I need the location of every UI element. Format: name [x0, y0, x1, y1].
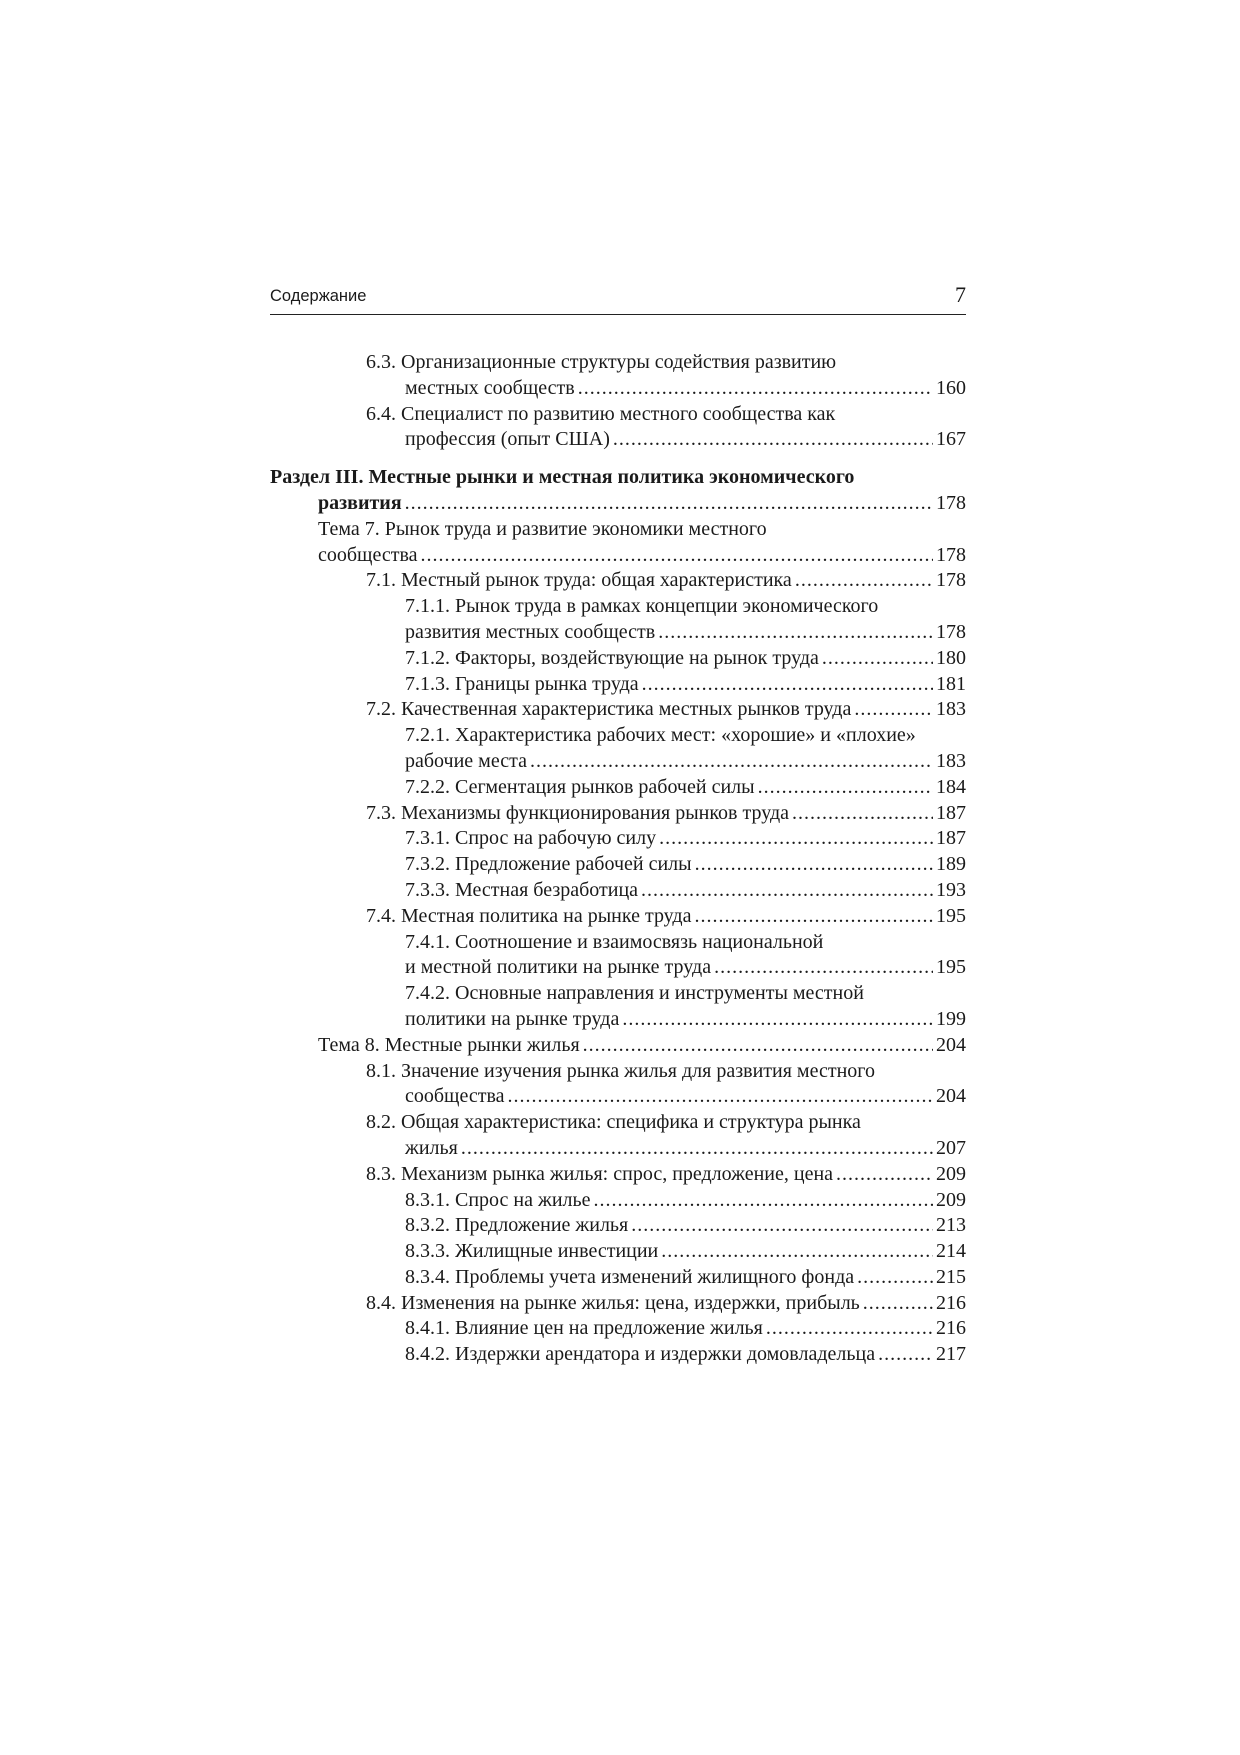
toc-entry-title: 7.2.1. Характеристика рабочих мест: «хорошие» и «плохие» [405, 724, 916, 747]
dot-leader [405, 491, 933, 517]
toc-entry-title: 8.3.4. Проблемы учета изменений жилищного фонда [405, 1265, 855, 1288]
toc-entry-line [270, 491, 966, 517]
toc-page-number: 183 [936, 698, 966, 721]
toc-entry [270, 1162, 966, 1188]
toc-entry-line [270, 620, 966, 646]
toc-page-number: 195 [936, 904, 966, 927]
toc-entry [270, 1291, 966, 1317]
toc-entry-title: 7.4.2. Основные направления и инструменты местной [405, 982, 864, 1005]
toc-entry-title: 7.1.1. Рынок труда в рамках концепции экономического [405, 595, 879, 618]
toc-page-number: 207 [936, 1136, 966, 1159]
dot-leader [795, 568, 933, 594]
toc-entry [270, 723, 966, 775]
toc-entry [270, 852, 966, 878]
dot-leader [854, 697, 933, 723]
toc-entry-title: Раздел III. Местные рынки и местная политика экономического [270, 466, 855, 489]
toc-entry-title: сообщества [318, 543, 418, 566]
dot-leader [714, 955, 933, 981]
toc-entry-title: 6.4. Специалист по развитию местного сообщества как [366, 402, 836, 425]
toc-entry-line [270, 1084, 966, 1110]
toc-entry [270, 350, 966, 402]
toc-entry [270, 1316, 966, 1342]
dot-leader [583, 1033, 933, 1059]
toc-entry-title: 7.4. Местная политика на рынке труда [366, 904, 692, 927]
toc-entry-title: 7.3. Механизмы функционирования рынков труда [366, 801, 790, 824]
dot-leader [695, 852, 933, 878]
toc-page-number: 178 [936, 491, 966, 514]
toc-entry-title: Тема 7. Рынок труда и развитие экономики местного [318, 517, 767, 540]
toc-page-number: 187 [936, 801, 966, 824]
dot-leader [822, 646, 933, 672]
toc-page-number: 215 [936, 1265, 966, 1288]
toc-entry-line [270, 543, 966, 569]
dot-leader [641, 878, 933, 904]
running-head: Содержание [270, 287, 367, 305]
toc-entry-line [270, 826, 966, 852]
toc-page-number: 213 [936, 1214, 966, 1237]
toc-page-number: 160 [936, 376, 966, 399]
toc-entry-title: Тема 8. Местные рынки жилья [318, 1033, 580, 1056]
toc-entry-line [270, 1291, 966, 1317]
toc-entry-title: 8.2. Общая характеристика: специфика и структура рынка [366, 1111, 861, 1134]
table-of-contents [270, 350, 966, 1368]
toc-page-number: 184 [936, 775, 966, 798]
toc-entry-title: 8.3.2. Предложение жилья [405, 1214, 629, 1237]
dot-leader [863, 1291, 933, 1317]
toc-entry [270, 826, 966, 852]
toc-entry-title: профессия (опыт США) [405, 428, 610, 451]
toc-entry-line [270, 465, 966, 491]
toc-entry-line [270, 376, 966, 402]
toc-entry [270, 517, 966, 569]
toc-entry [270, 1033, 966, 1059]
toc-entry-title: жилья [405, 1136, 458, 1159]
toc-entry-line [270, 775, 966, 801]
toc-entry-line [270, 904, 966, 930]
toc-entry-line [270, 672, 966, 698]
toc-entry-title: 7.1.3. Границы рынка труда [405, 672, 639, 695]
toc-entry-title: развития местных сообществ [405, 620, 656, 643]
dot-leader [421, 543, 933, 569]
page-number: 7 [955, 282, 966, 307]
toc-entry-line [270, 646, 966, 672]
toc-page-number: 204 [936, 1033, 966, 1056]
toc-entry-line [270, 981, 966, 1007]
toc-entry [270, 402, 966, 454]
toc-entry [270, 801, 966, 827]
toc-page-number: 187 [936, 827, 966, 850]
toc-page-number: 216 [936, 1291, 966, 1314]
toc-page-number: 199 [936, 1007, 966, 1030]
dot-leader [578, 376, 933, 402]
toc-entry-line [270, 1342, 966, 1368]
toc-entry [270, 672, 966, 698]
toc-entry-line [270, 930, 966, 956]
toc-entry [270, 775, 966, 801]
dot-leader [594, 1188, 934, 1214]
toc-entry-title: 8.3. Механизм рынка жилья: спрос, предложение, цена [366, 1162, 834, 1185]
dot-leader [642, 672, 933, 698]
toc-entry [270, 981, 966, 1033]
toc-entry-line [270, 1110, 966, 1136]
toc-entry [270, 465, 966, 517]
dot-leader [658, 620, 933, 646]
toc-entry-line [270, 852, 966, 878]
toc-entry-line [270, 1162, 966, 1188]
toc-entry-title: сообщества [405, 1085, 505, 1108]
toc-entry [270, 568, 966, 594]
toc-entry-line [270, 878, 966, 904]
toc-entry-line [270, 1265, 966, 1291]
toc-entry-title: рабочие места [405, 749, 527, 772]
toc-entry-line [270, 594, 966, 620]
dot-leader [766, 1316, 933, 1342]
toc-entry-line [270, 1033, 966, 1059]
toc-entry [270, 930, 966, 982]
toc-page-number: 193 [936, 878, 966, 901]
toc-entry [270, 878, 966, 904]
dot-leader [792, 801, 933, 827]
toc-entry-title: 8.3.3. Жилищные инвестиции [405, 1240, 659, 1263]
toc-entry-title: 7.1.2. Факторы, воздействующие на рынок труда [405, 646, 819, 669]
toc-entry-line [270, 1213, 966, 1239]
toc-entry [270, 1265, 966, 1291]
toc-entry-title: 7.3.3. Местная безработица [405, 878, 639, 901]
toc-entry-title: 8.3.1. Спрос на жилье [405, 1188, 591, 1211]
toc-entry [270, 1059, 966, 1111]
toc-entry [270, 1188, 966, 1214]
dot-leader [622, 1007, 933, 1033]
toc-entry-title: 7.4.1. Соотношение и взаимосвязь национальной [405, 930, 824, 953]
toc-page-number: 181 [936, 672, 966, 695]
dot-leader [461, 1136, 933, 1162]
toc-entry-line [270, 1136, 966, 1162]
toc-page-number: 209 [936, 1162, 966, 1185]
toc-page-number: 209 [936, 1188, 966, 1211]
toc-entry [270, 1110, 966, 1162]
toc-entry-title: 8.4.2. Издержки арендатора и издержки домовладельца [405, 1343, 876, 1366]
dot-leader [613, 427, 933, 453]
toc-entry-title: 7.2. Качественная характеристика местных рынков труда [366, 698, 852, 721]
dot-leader [857, 1265, 933, 1291]
toc-entry-title: 7.3.1. Спрос на рабочую силу [405, 827, 657, 850]
toc-entry-title: местных сообществ [405, 376, 575, 399]
toc-page-number: 178 [936, 543, 966, 566]
toc-page-number: 178 [936, 569, 966, 592]
dot-leader [878, 1342, 933, 1368]
toc-entry-line [270, 1316, 966, 1342]
dot-leader [508, 1084, 933, 1110]
toc-page-number: 180 [936, 646, 966, 669]
dot-leader [530, 749, 933, 775]
toc-entry-line [270, 723, 966, 749]
toc-page-number: 216 [936, 1317, 966, 1340]
toc-entry-title: 8.1. Значение изучения рынка жилья для развития местного [366, 1059, 875, 1082]
toc-page-number: 217 [936, 1343, 966, 1366]
dot-leader [694, 904, 933, 930]
dot-leader [758, 775, 933, 801]
toc-entry-line [270, 427, 966, 453]
toc-entry [270, 594, 966, 646]
toc-entry-line [270, 1239, 966, 1265]
toc-page-number: 167 [936, 428, 966, 451]
toc-entry-line [270, 697, 966, 723]
toc-entry [270, 1342, 966, 1368]
toc-entry-title: 7.3.2. Предложение рабочей силы [405, 853, 692, 876]
toc-entry [270, 1239, 966, 1265]
dot-leader [659, 826, 933, 852]
toc-entry-title: развития [318, 491, 402, 514]
toc-entry-line [270, 1188, 966, 1214]
toc-page-number: 183 [936, 749, 966, 772]
toc-page-number: 178 [936, 620, 966, 643]
toc-entry-title: 6.3. Организационные структуры содействия развитию [366, 351, 837, 373]
toc-entry-line [270, 1059, 966, 1085]
toc-entry-line [270, 1007, 966, 1033]
toc-page-number: 214 [936, 1240, 966, 1263]
toc-entry-title: 8.4. Изменения на рынке жилья: цена, издержки, прибыль [366, 1291, 860, 1314]
toc-entry-line [270, 568, 966, 594]
dot-leader [836, 1162, 933, 1188]
toc-entry [270, 697, 966, 723]
toc-entry-line [270, 402, 966, 428]
toc-entry-line [270, 955, 966, 981]
toc-entry-line [270, 350, 966, 376]
toc-entry-title: и местной политики на рынке труда [405, 956, 712, 979]
toc-entry [270, 904, 966, 930]
toc-entry-line [270, 801, 966, 827]
toc-entry-line [270, 517, 966, 543]
dot-leader [631, 1213, 933, 1239]
toc-entry-title: политики на рынке труда [405, 1007, 620, 1030]
toc-entry-title: 8.4.1. Влияние цен на предложение жилья [405, 1317, 763, 1340]
toc-entry-title: 7.1. Местный рынок труда: общая характеристика [366, 569, 792, 592]
dot-leader [661, 1239, 933, 1265]
toc-page-number: 204 [936, 1085, 966, 1108]
toc-page-number: 189 [936, 853, 966, 876]
toc-entry [270, 1213, 966, 1239]
toc-entry-line [270, 749, 966, 775]
toc-entry-title: 7.2.2. Сегментация рынков рабочей силы [405, 775, 755, 798]
toc-entry [270, 646, 966, 672]
toc-page-number: 195 [936, 956, 966, 979]
page-header [270, 284, 966, 315]
